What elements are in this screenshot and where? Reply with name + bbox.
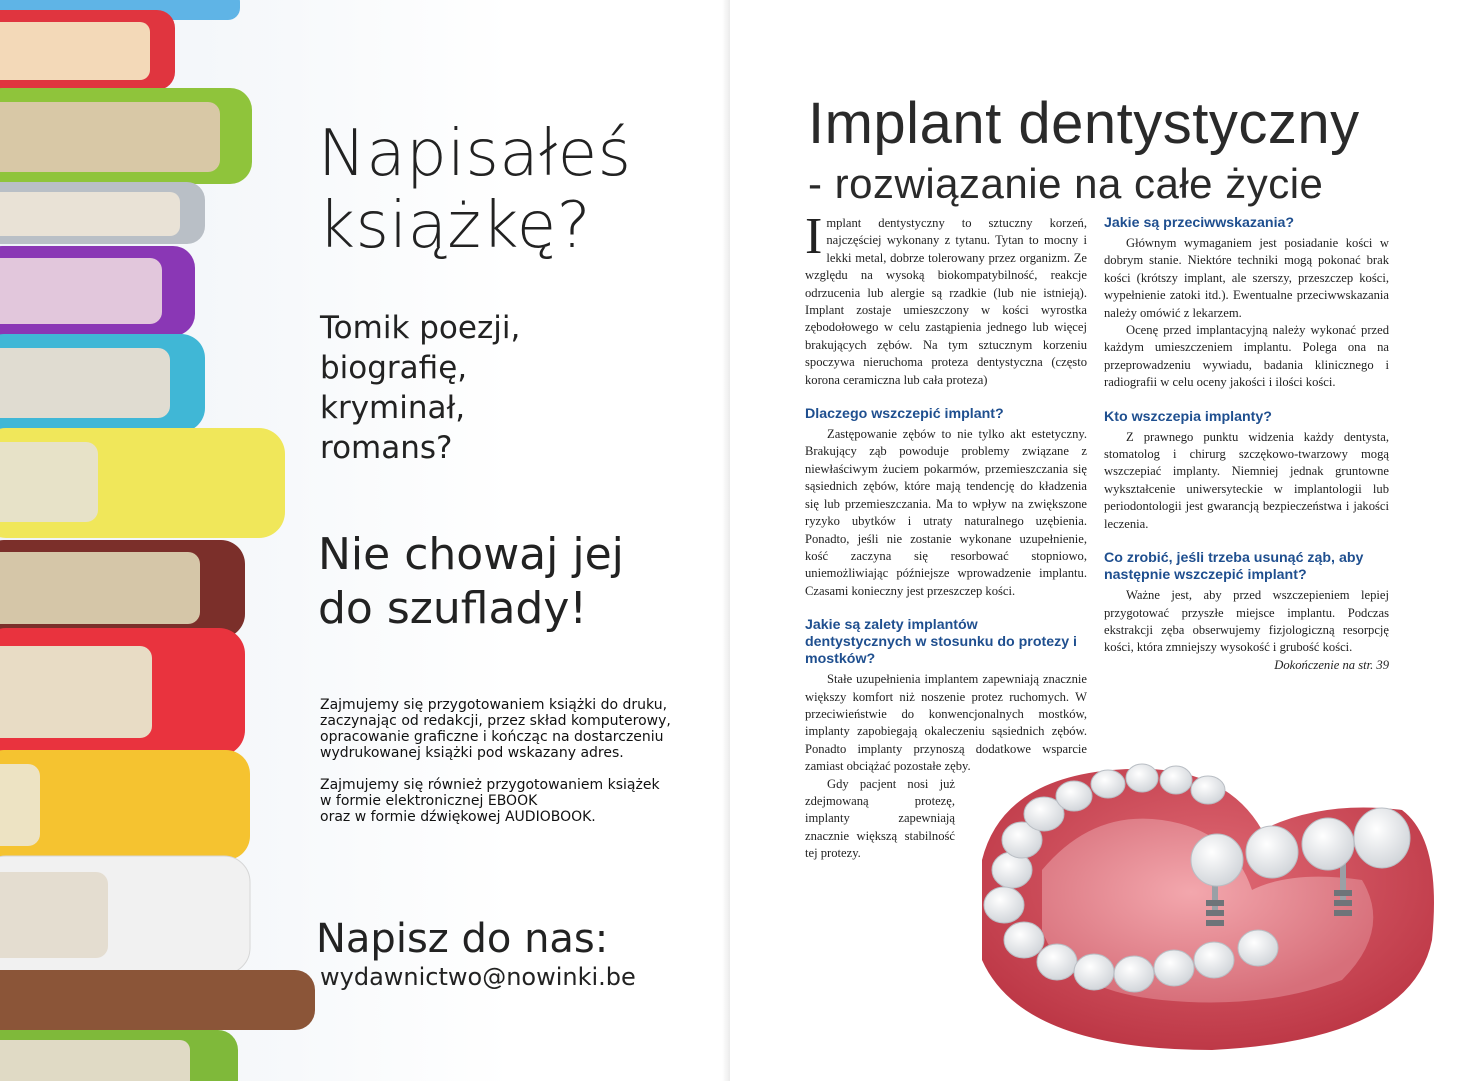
ad-slogan-line: do szuflady! <box>318 583 588 634</box>
ad-genre-line: Tomik poezji, <box>320 310 521 346</box>
dental-implant-illustration <box>962 740 1452 1060</box>
ad-genres <box>320 308 520 468</box>
section-paragraph: Zastępowanie zębów to nie tylko akt estetyczny. Brakujący ząb powoduje problemy związane z niewłaściwym żuciem pokarmów, przemieszczania się sąsiednich zębów, które mają tendencję do kładzenia się lub przemieszczania. Ma to wpływ na zwiększone ryzyko ubytków i utraty naturalnego uzębienia. Ponadto, jeśli nie zostanie wykonane uzupełnienie, kość zaczyna się resorbować stopniowo, uniemożliwiając późniejsze wprowadzenie implantu. Czasami konieczny jest przeszczep kości. <box>805 427 1087 598</box>
drop-cap: I <box>805 208 823 265</box>
section-paragraph: Ważne jest, aby przed wszczepieniem lepiej przygotować przyszłe miejsce implantu. Podczas ekstrakcji zęba obserwujemy fizjologiczną resorpcję kości, która zmniejszy wysokość i grubość kości. Dokończenie na str. 39 <box>1104 587 1389 657</box>
article-column-right <box>1104 215 1389 674</box>
contact-email-link[interactable]: wydawnictwo@nowinki.be <box>320 963 636 991</box>
section-paragraph: Głównym wymaganiem jest posiadanie kości w dobrym stanie. Niektóre techniki mogą pokonać brak kości (krótszy implant, ale szerszy, przeszczep kości, wypełnienie zatoki itd.). Ewentualne przeciwwskazania należy omówić z lekarzem. <box>1104 236 1389 320</box>
section-heading: Co zrobić, jeśli trzeba usunąć ząb, aby następnie wszczepić implant? <box>1104 550 1364 584</box>
right-page-article <box>730 0 1461 1081</box>
section-paragraph: Stałe uzupełnienia implantem zapewniają znacznie większy komfort niż noszenie protez ruchomych. W przeciwieństwie do konwencjonalnych mostków, implanty zapobiegają okaleczeniu sąsiednich zębów. Ponadto implanty przynoszą dodatkowe wsparcie zamiast obciążać pozostałe zęby. <box>805 672 1087 774</box>
ad-genre-line: romans? <box>320 430 453 466</box>
article-intro: Implant dentystyczny to sztuczny korzeń, najczęściej wykonany z tytanu. Tytan to mocny i lekki metal, dobrze tolerowany przez organizm. Ze względu na wysoką biokompatybilność, reakcje odrzucenia lub alergie są rzadkie (lub nie istnieją). Implant zostaje umieszczony w kości wyrostka zębodołowego w celu zastąpienia jednego lub więcej brakujących zębów. Na tym sztucznym korzeniu spoczywa nieruchoma proteza dentystyczna (często korona ceramiczna lub cała proteza) <box>805 208 1087 387</box>
ad-description <box>320 697 720 841</box>
section-paragraph: Z prawnego punktu widzenia każdy dentysta, stomatolog i chirurg szczękowo-twarzowy mogą wszczepiać implanty. Niemniej jednak gruntowne wykształcenie uniwersyteckie w implantologii lub periodontologii jest gwarancją bezpieczeństwa i jakości leczenia. <box>1104 429 1389 531</box>
left-page-advert <box>0 0 730 1081</box>
section-paragraph: Ocenę przed implantacyjną należy wykonać przed każdym umieszczeniem implantu. Polega ona na przeprowadzeniu wywiadu, badania klinicznego i radiografii w celu oceny jakości i ilości kości. <box>1104 323 1389 390</box>
continued-note: Dokończenie na str. 39 <box>1274 657 1389 672</box>
ad-genre-line: kryminał, <box>320 390 466 426</box>
ad-description-paragraph: Zajmujemy się przygotowaniem książki do druku, zaczynając od redakcji, przez skład komputerowy, opracowanie graficzne i kończąc na dostarczeniu wydrukowanej książki pod wskazany adres. <box>320 697 671 761</box>
article-title: Implant dentystyczny <box>808 91 1360 156</box>
section-heading: Kto wszczepia implanty? <box>1104 408 1272 425</box>
ad-description-paragraph: Zajmujemy się również przygotowaniem książek w formie elektronicznej EBOOK oraz w formie dźwiękowej AUDIOBOOK. <box>320 777 660 825</box>
section-paragraph: Gdy pacjent nosi już zdejmowaną protezę, implanty zapewniają znacznie większą stabilność tej protezy. <box>805 776 955 861</box>
ad-headline-line: Napisałeś <box>318 117 632 191</box>
section-heading: Jakie są przeciwwskazania? <box>1104 215 1295 231</box>
section-heading: Jakie są zalety implantów dentystycznych w stosunku do protezy i mostków? <box>805 617 1077 668</box>
book-stack-illustration <box>0 0 330 1081</box>
ad-genre-line: biografię, <box>320 350 468 386</box>
section-heading: Dlaczego wszczepić implant? <box>805 406 1004 423</box>
ad-slogan-line: Nie chowaj jej <box>318 529 624 580</box>
ad-headline-line: książkę? <box>318 189 592 263</box>
ad-headline <box>318 118 631 262</box>
article-subtitle: - rozwiązanie na całe życie <box>808 160 1324 207</box>
contact-title: Napisz do nas: <box>316 916 609 962</box>
ad-slogan <box>318 528 624 636</box>
